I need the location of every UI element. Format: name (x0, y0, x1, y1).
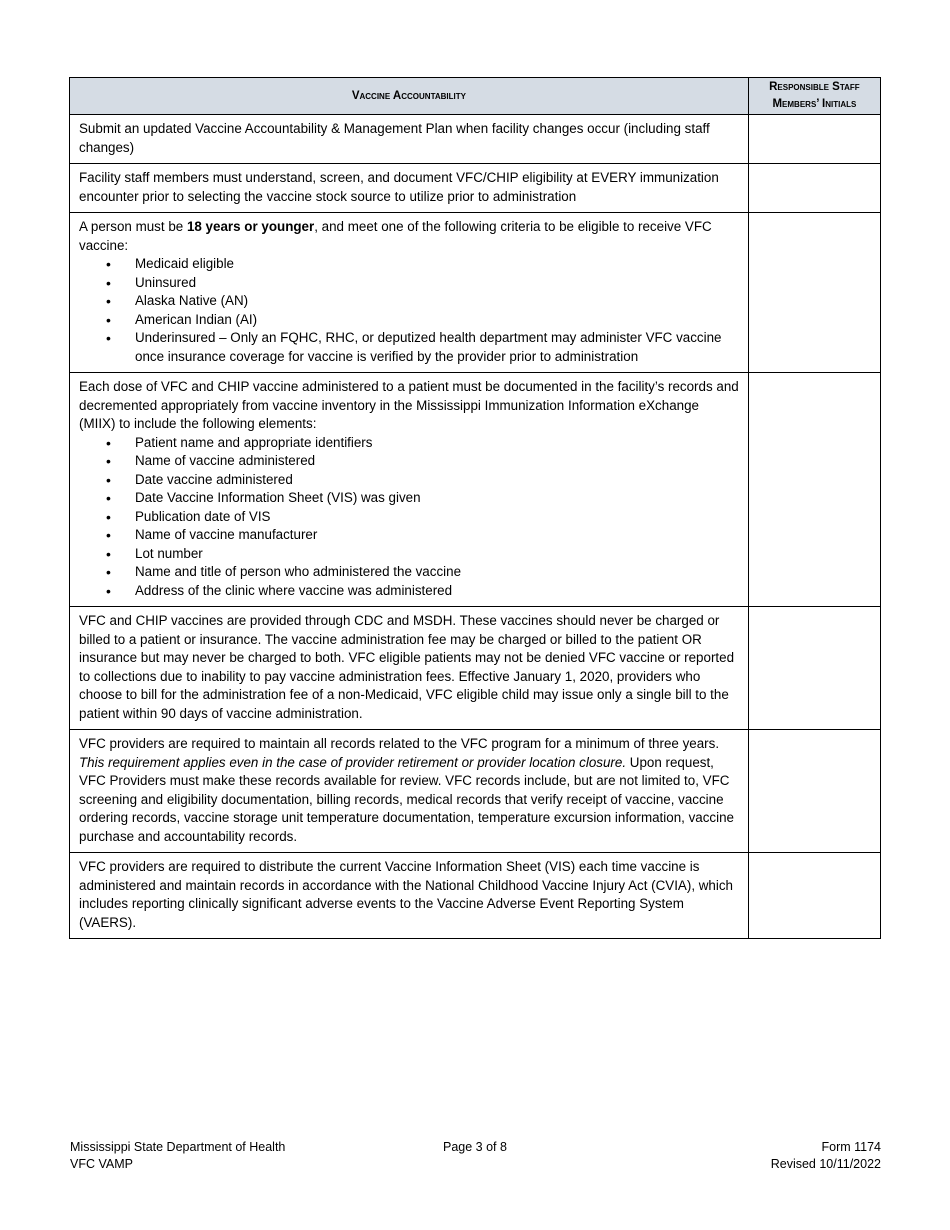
age-requirement: 18 years or younger (186, 219, 315, 234)
initials-cell[interactable] (748, 164, 880, 213)
eligibility-criteria-list (79, 255, 739, 366)
footer-revised-date: Revised 10/11/2022 (770, 1157, 881, 1171)
footer-form-number: Form 1174 (821, 1140, 881, 1154)
list-item: • Patient name and appropriate identifiers (79, 434, 739, 453)
initials-cell[interactable] (748, 730, 880, 853)
list-item: • Date Vaccine Information Sheet (VIS) was given (79, 489, 739, 508)
row-text-updated-plan: Submit an updated Vaccine Accountability & Management Plan when facility changes occur (including staff changes) (70, 115, 749, 164)
list-item: • Name of vaccine manufacturer (79, 526, 739, 545)
initials-cell[interactable] (748, 607, 880, 730)
footer-doc-name: VFC VAMP (70, 1157, 133, 1171)
table-row (70, 730, 881, 853)
header-vaccine-accountability: Vaccine Accountability (70, 78, 749, 115)
table-header-row (70, 78, 881, 115)
table-row (70, 373, 881, 607)
documentation-elements-list (79, 434, 739, 601)
list-item: • Publication date of VIS (79, 508, 739, 527)
row-text-eligibility-criteria (70, 213, 749, 373)
vaccine-accountability-table (69, 77, 881, 939)
retention-note: This requirement applies even in the case of provider retirement or provider location closure. (79, 754, 627, 770)
list-item: • Underinsured – Only an FQHC, RHC, or deputized health department may administer VFC vaccine once insurance coverage for vaccine is verified by the provider prior to administration (79, 329, 739, 366)
row-text-documentation-elements (70, 373, 749, 607)
header-initials-line1: Responsible Staff (769, 81, 860, 93)
initials-cell[interactable] (748, 373, 880, 607)
list-item: • Name of vaccine administered (79, 452, 739, 471)
list-item: • American Indian (AI) (79, 311, 739, 330)
list-item: • Uninsured (79, 274, 739, 293)
eligibility-intro: A person must be 18 years or younger, and meet one of the following criteria to be eligible to receive VFC vaccine: (79, 219, 712, 253)
row-text-record-retention: VFC providers are required to maintain all records related to the VFC program for a minimum of three years. This requirement applies even in the case of provider retirement or provider location closure. Upon request, VFC Providers must make these records available for review. VFC records include, but are not limited to, VFC screening and eligibility documentation, billing records, medical records that verify receipt of vaccine, vaccine ordering records, vaccine storage unit temperature documentation, temperature excursion information, vaccine purchase and accountability records. (70, 730, 749, 853)
row-text-billing: VFC and CHIP vaccines are provided through CDC and MSDH. These vaccines should never be charged or billed to a patient or insurance. The vaccine administration fee may be charged or billed to the patient OR insurance but may never be charged to both. VFC eligible patients may not be denied VFC vaccine or reported to collections due to inability to pay vaccine administration fees. Effective January 1, 2020, providers who choose to bill for the administration fee of a non-Medicaid, VFC eligible child may issue only a single bill to the patient within 90 days of vaccine administration. (70, 607, 749, 730)
list-item: • Address of the clinic where vaccine was administered (79, 582, 739, 601)
initials-cell[interactable] (748, 853, 880, 939)
footer-department: Mississippi State Department of Health (70, 1140, 286, 1154)
table-row (70, 853, 881, 939)
initials-cell[interactable] (748, 213, 880, 373)
footer-page-number: Page 3 of 8 (443, 1140, 507, 1154)
list-item: • Lot number (79, 545, 739, 564)
documentation-intro: Each dose of VFC and CHIP vaccine administered to a patient must be documented in the facility’s records and decremented appropriately from vaccine inventory in the Mississippi Immunization Information eXchange (MIIX) to include the following elements: (79, 379, 739, 431)
row-text-eligibility-screening: Facility staff members must understand, screen, and document VFC/CHIP eligibility at EVERY immunization encounter prior to selecting the vaccine stock source to utilize prior to administration (70, 164, 749, 213)
list-item: • Alaska Native (AN) (79, 292, 739, 311)
header-responsible-staff-initials (748, 78, 880, 115)
list-item: • Name and title of person who administered the vaccine (79, 563, 739, 582)
list-item: • Date vaccine administered (79, 471, 739, 490)
row-text-vis-distribution: VFC providers are required to distribute the current Vaccine Information Sheet (VIS) each time vaccine is administered and maintain records in accordance with the National Childhood Vaccine Injury Act (CVIA), which includes reporting clinically significant adverse events to the Vaccine Adverse Event Reporting System (VAERS). (70, 853, 749, 939)
table-row (70, 213, 881, 373)
list-item: • Medicaid eligible (79, 255, 739, 274)
table-row (70, 607, 881, 730)
initials-cell[interactable] (748, 115, 880, 164)
footer-right (771, 1139, 881, 1173)
header-initials-line2: Members’ Initials (772, 98, 857, 110)
table-row (70, 164, 881, 213)
table-row (70, 115, 881, 164)
